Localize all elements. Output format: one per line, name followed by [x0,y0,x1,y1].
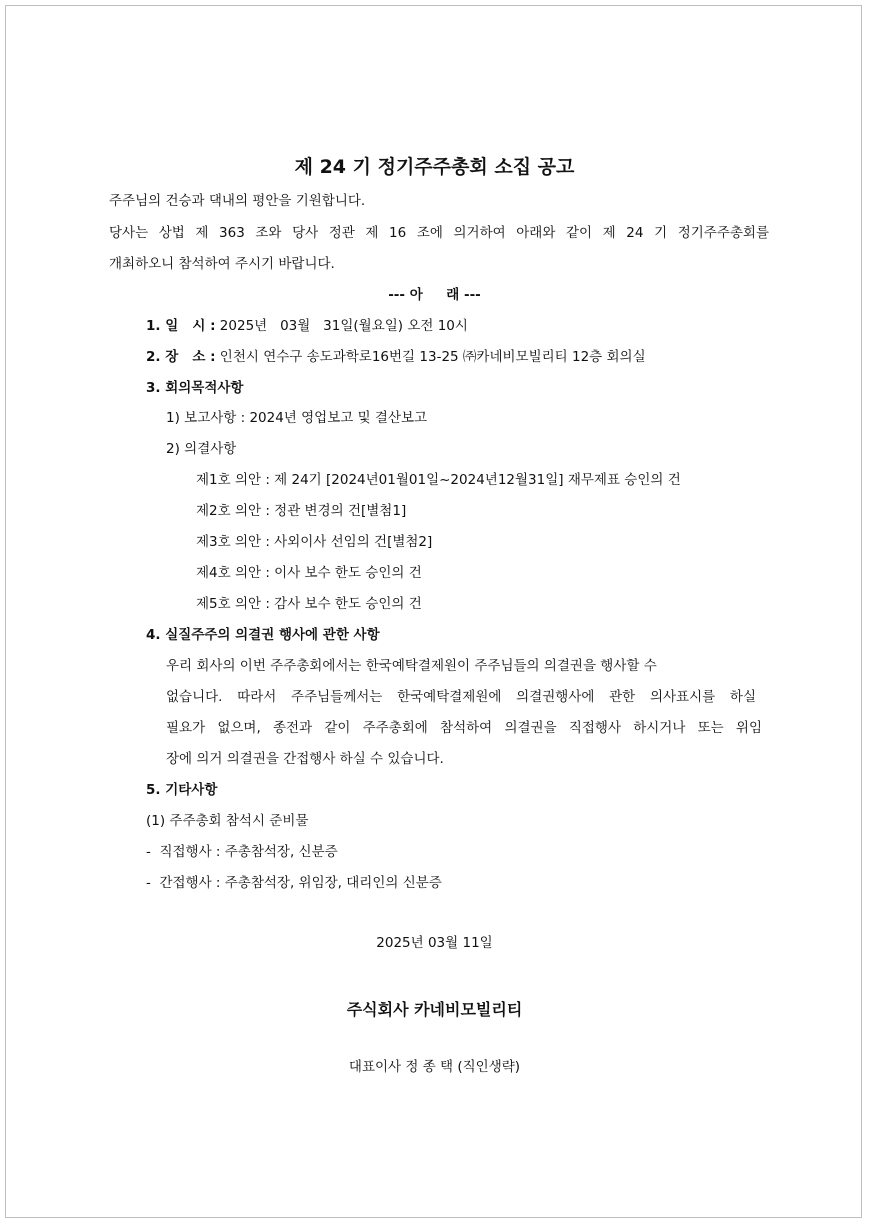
intro-line-2: 개최하오니 참석하여 주시기 바랍니다. [109,256,335,272]
voting-text-line: 우리 회사의 이번 주주총회에서는 한국예탁결제원이 주주님들의 의결권을 행사할 수 [166,658,657,674]
ceo-signature-line: 대표이사 정 종 택 (직인생략) [348,1059,521,1075]
item-voting-heading: 4. 실질주주의 의결권 행사에 관한 사항 [146,627,380,643]
greeting-text: 주주님의 건승과 댁내의 평안을 기원합니다. [109,193,366,209]
agenda-item: 제5호 의안 : 감사 보수 한도 승인의 건 [196,596,422,612]
agenda-item: 제2호 의안 : 정관 변경의 건[별첨1] [196,503,407,519]
item-agenda-heading: 3. 회의목적사항 [146,380,244,396]
item-venue-value: 인천시 연수구 송도과학로16번길 13-25 ㈜카네비모빌리티 12층 회의실 [215,349,646,365]
notice-page [5,5,862,1218]
agenda-item: 제3호 의안 : 사외이사 선임의 건[별첨2] [196,534,433,550]
agenda-item: 제4호 의안 : 이사 보수 한도 승인의 건 [196,565,422,581]
item-venue-label: 2. 장 소 : [146,349,216,365]
voting-text-line: 필요가 없으며, 종전과 같이 주주총회에 참석하여 의결권을 직접행사 하시거나 또는 위임 [166,720,762,736]
intro-line-1: 당사는 상법 제 363 조와 당사 정관 제 16 조에 의거하여 아래와 같이 제 24 기 정기주주총회를 [109,225,769,241]
company-name: 주식회사 카네비모빌리티 [346,1000,523,1019]
document-title: 제 24 기 정기주주총회 소집 공고 [294,156,575,178]
item-schedule-label: 1. 일 시 : [146,318,216,334]
resolution-heading: 2) 의결사항 [166,441,237,457]
preparation-heading: (1) 주주총회 참석시 준비물 [146,813,309,829]
indirect-voting-items: - 간접행사 : 주총참석장, 위임장, 대리인의 신분증 [146,875,442,891]
item-schedule [146,317,468,335]
voting-text-line: 없습니다. 따라서 주주님들께서는 한국예탁결제원에 의결권행사에 관한 의사표시를 하실 [166,689,756,705]
voting-text-line: 장에 의거 의결권을 간접행사 하실 수 있습니다. [166,751,444,767]
item-venue [146,348,646,366]
notice-date: 2025년 03월 11일 [376,935,493,951]
item-other-heading: 5. 기타사항 [146,782,218,798]
notice-heading: --- 아 래 --- [388,287,481,303]
direct-voting-items: - 직접행사 : 주총참석장, 신분증 [146,844,338,860]
agenda-item: 제1호 의안 : 제 24기 [2024년01월01일~2024년12월31일] 재무제표 승인의 건 [196,472,681,488]
item-schedule-value: 2025년 03월 31일(월요일) 오전 10시 [215,318,468,334]
report-items: 1) 보고사항 : 2024년 영업보고 및 결산보고 [166,410,428,426]
